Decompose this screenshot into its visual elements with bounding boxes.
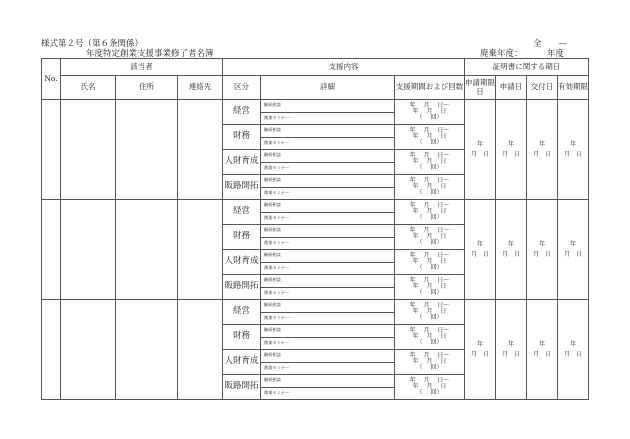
- period-start: 年 月 日〜: [409, 351, 450, 359]
- detail-tag[interactable]: 継続相談: [261, 125, 395, 138]
- period-end: 年 月 日: [412, 182, 447, 190]
- detail-tag[interactable]: 創業セミナー: [261, 112, 395, 125]
- date-year: 年: [539, 340, 546, 348]
- period-count: （ 回）: [416, 239, 443, 247]
- period-end: 年 月 日: [412, 382, 447, 390]
- category-cell: 人財育成: [223, 350, 261, 375]
- period-count: （ 回）: [416, 389, 443, 397]
- col-apply-date-header: 申請日: [496, 76, 527, 100]
- date-year: 年: [477, 240, 484, 248]
- period-count: （ 回）: [416, 314, 443, 322]
- col-category-header: 区分: [223, 76, 261, 100]
- period-end: 年 月 日: [412, 132, 447, 140]
- date-month-day: 月 日: [564, 350, 583, 358]
- category-cell: 販路開拓: [223, 175, 261, 200]
- period-count: （ 回）: [416, 189, 443, 197]
- period-count: （ 回）: [416, 264, 443, 272]
- date-month-day: 月 日: [471, 250, 490, 258]
- period-cell[interactable]: [395, 325, 465, 350]
- category-cell: 人財育成: [223, 150, 261, 175]
- period-cell[interactable]: [395, 250, 465, 275]
- register-table: [41, 58, 589, 400]
- period-end: 年 月 日: [412, 207, 447, 215]
- category-cell: 経営: [223, 100, 261, 125]
- detail-tag[interactable]: 継続相談: [261, 250, 395, 263]
- form-number: 様式第２号（第６条関係）: [41, 39, 144, 49]
- period-count: （ 回）: [416, 164, 443, 172]
- issue-date-cell[interactable]: [527, 300, 558, 400]
- period-start: 年 月 日〜: [409, 251, 450, 259]
- period-start: 年 月 日〜: [409, 126, 450, 134]
- period-end: 年 月 日: [412, 107, 447, 115]
- detail-tag[interactable]: 継続相談: [261, 200, 395, 213]
- detail-tag[interactable]: 継続相談: [261, 375, 395, 388]
- date-year: 年: [508, 140, 515, 148]
- col-address-header: 住所: [116, 76, 178, 100]
- period-end: 年 月 日: [412, 332, 447, 340]
- period-end: 年 月 日: [412, 307, 447, 315]
- apply-date-cell[interactable]: [496, 300, 527, 400]
- page-title: 年度特定創業支援事業修了者名簿: [86, 49, 214, 59]
- date-year: 年: [508, 240, 515, 248]
- name-cell[interactable]: [61, 200, 116, 300]
- table-row: [42, 300, 589, 313]
- detail-tag[interactable]: 継続相談: [261, 300, 395, 313]
- date-year: 年: [508, 340, 515, 348]
- detail-tag[interactable]: 継続相談: [261, 350, 395, 363]
- address-cell[interactable]: [116, 100, 178, 200]
- period-start: 年 月 日〜: [409, 226, 450, 234]
- no-cell[interactable]: [42, 100, 61, 200]
- col-deadline-header: 申請期限日: [465, 76, 496, 100]
- date-year: 年: [477, 140, 484, 148]
- date-year: 年: [477, 340, 484, 348]
- period-count: （ 回）: [416, 114, 443, 122]
- support-group-header: 支援内容: [223, 59, 465, 76]
- deadline-date-cell[interactable]: [465, 300, 496, 400]
- apply-date-cell[interactable]: [496, 100, 527, 200]
- detail-tag[interactable]: 創業セミナー: [261, 187, 395, 200]
- period-start: 年 月 日〜: [409, 326, 450, 334]
- col-no-header: No.: [42, 59, 61, 100]
- detail-tag[interactable]: 創業セミナー: [261, 137, 395, 150]
- date-year: 年: [539, 140, 546, 148]
- detail-tag[interactable]: 継続相談: [261, 100, 395, 113]
- detail-tag[interactable]: 創業セミナー: [261, 262, 395, 275]
- date-month-day: 月 日: [533, 350, 552, 358]
- period-start: 年 月 日〜: [409, 151, 450, 159]
- detail-tag[interactable]: 創業セミナー: [261, 312, 395, 325]
- period-count: （ 回）: [416, 139, 443, 147]
- applicant-group-header: 該当者: [61, 59, 223, 76]
- period-cell[interactable]: [395, 100, 465, 125]
- period-end: 年 月 日: [412, 257, 447, 265]
- disposal-year-label: 廃棄年度：: [480, 49, 523, 59]
- page-count: 全 —: [533, 39, 568, 49]
- category-cell: 経営: [223, 200, 261, 225]
- contact-cell[interactable]: [178, 200, 223, 300]
- date-month-day: 月 日: [471, 350, 490, 358]
- period-start: 年 月 日〜: [409, 176, 450, 184]
- period-end: 年 月 日: [412, 232, 447, 240]
- category-cell: 販路開拓: [223, 275, 261, 300]
- col-name-header: 氏名: [61, 76, 116, 100]
- col-detail-header: 詳細: [261, 76, 395, 100]
- category-cell: 人財育成: [223, 250, 261, 275]
- period-cell[interactable]: [395, 300, 465, 325]
- date-month-day: 月 日: [502, 250, 521, 258]
- detail-tag[interactable]: 継続相談: [261, 225, 395, 238]
- table-row: [42, 100, 589, 113]
- period-cell[interactable]: [395, 175, 465, 200]
- category-cell: 財務: [223, 125, 261, 150]
- detail-tag[interactable]: 創業セミナー: [261, 212, 395, 225]
- name-cell[interactable]: [61, 300, 116, 400]
- issue-date-cell[interactable]: [527, 100, 558, 200]
- apply-date-cell[interactable]: [496, 200, 527, 300]
- detail-tag[interactable]: 継続相談: [261, 275, 395, 288]
- detail-tag[interactable]: 継続相談: [261, 175, 395, 188]
- no-cell[interactable]: [42, 200, 61, 300]
- cert-group-header: 証明書に関する期日: [465, 59, 589, 76]
- detail-tag[interactable]: 継続相談: [261, 325, 395, 338]
- period-count: （ 回）: [416, 214, 443, 222]
- detail-tag[interactable]: 創業セミナー: [261, 237, 395, 250]
- period-cell[interactable]: [395, 150, 465, 175]
- detail-tag[interactable]: 創業セミナー: [261, 362, 395, 375]
- address-cell[interactable]: [116, 300, 178, 400]
- period-cell[interactable]: [395, 275, 465, 300]
- date-month-day: 月 日: [564, 250, 583, 258]
- period-start: 年 月 日〜: [409, 276, 450, 284]
- no-cell[interactable]: [42, 300, 61, 400]
- address-cell[interactable]: [116, 200, 178, 300]
- date-year: 年: [570, 340, 577, 348]
- period-end: 年 月 日: [412, 282, 447, 290]
- name-cell[interactable]: [61, 100, 116, 200]
- period-end: 年 月 日: [412, 157, 447, 165]
- date-year: 年: [570, 140, 577, 148]
- deadline-date-cell[interactable]: [465, 200, 496, 300]
- header-row-2: [42, 76, 589, 100]
- period-cell[interactable]: [395, 125, 465, 150]
- table-row: [42, 200, 589, 213]
- detail-tag[interactable]: 創業セミナー: [261, 287, 395, 300]
- period-cell[interactable]: [395, 350, 465, 375]
- contact-cell[interactable]: [178, 100, 223, 200]
- detail-tag[interactable]: 継続相談: [261, 150, 395, 163]
- col-period-header: 支援期間および回数: [395, 76, 465, 100]
- issue-date-cell[interactable]: [527, 200, 558, 300]
- category-cell: 経営: [223, 300, 261, 325]
- date-month-day: 月 日: [533, 250, 552, 258]
- date-month-day: 月 日: [533, 150, 552, 158]
- detail-tag[interactable]: 創業セミナー: [261, 162, 395, 175]
- period-cell[interactable]: [395, 200, 465, 225]
- period-count: （ 回）: [416, 289, 443, 297]
- period-cell[interactable]: [395, 375, 465, 400]
- col-issue-date-header: 交付日: [527, 76, 558, 100]
- disposal-year-value: 年度: [547, 49, 565, 59]
- period-cell[interactable]: [395, 225, 465, 250]
- period-end: 年 月 日: [412, 357, 447, 365]
- period-start: 年 月 日〜: [409, 376, 450, 384]
- detail-tag[interactable]: 創業セミナー: [261, 387, 395, 400]
- expiry-date-cell[interactable]: [558, 100, 589, 200]
- period-count: （ 回）: [416, 364, 443, 372]
- detail-tag[interactable]: 創業セミナー: [261, 337, 395, 350]
- category-cell: 販路開拓: [223, 375, 261, 400]
- expiry-date-cell[interactable]: [558, 200, 589, 300]
- col-contact-header: 連絡先: [178, 76, 223, 100]
- date-month-day: 月 日: [471, 150, 490, 158]
- contact-cell[interactable]: [178, 300, 223, 400]
- period-start: 年 月 日〜: [409, 101, 450, 109]
- date-month-day: 月 日: [564, 150, 583, 158]
- header-row-1: [42, 59, 589, 76]
- register-body: [42, 59, 589, 400]
- expiry-date-cell[interactable]: [558, 300, 589, 400]
- col-expiry-header: 有効期限: [558, 76, 589, 100]
- period-count: （ 回）: [416, 339, 443, 347]
- category-cell: 財務: [223, 225, 261, 250]
- date-month-day: 月 日: [502, 350, 521, 358]
- period-start: 年 月 日〜: [409, 301, 450, 309]
- date-month-day: 月 日: [502, 150, 521, 158]
- date-year: 年: [539, 240, 546, 248]
- date-year: 年: [570, 240, 577, 248]
- category-cell: 財務: [223, 325, 261, 350]
- period-start: 年 月 日〜: [409, 201, 450, 209]
- deadline-date-cell[interactable]: [465, 100, 496, 200]
